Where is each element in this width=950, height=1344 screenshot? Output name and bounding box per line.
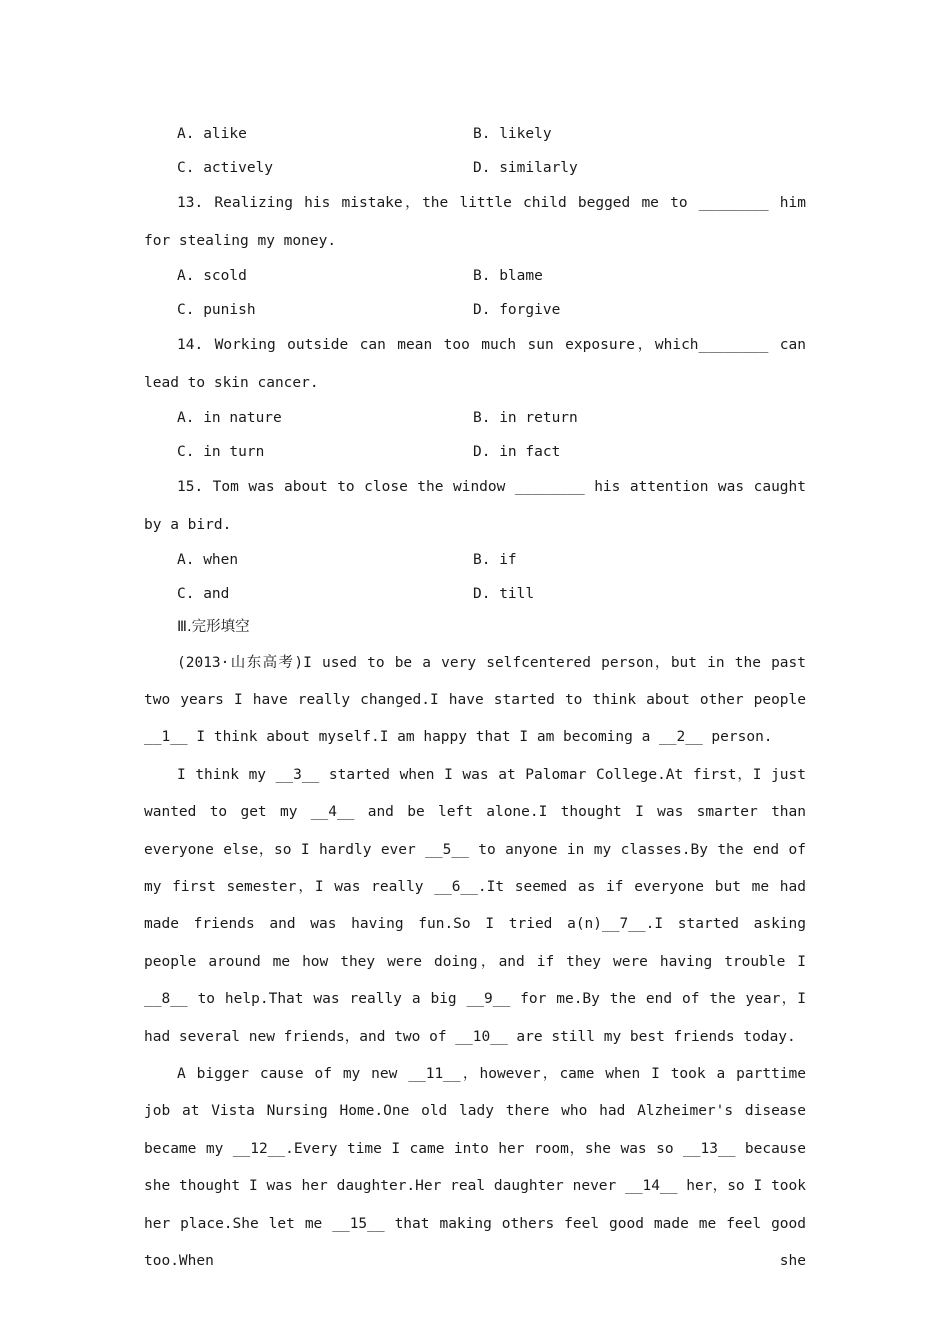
q12-option-c: C. actively [177,159,274,176]
q15-option-d: D. till [473,585,535,602]
q14-stem: 14. Working outside can mean too much sun exposure，which________ can lead to skin cancer. [144,337,806,391]
q13-options-row-1 [144,260,806,294]
q15-options-row-1 [144,544,806,578]
q12-options-row-1 [144,118,806,152]
q13-options-row-2 [144,294,806,328]
q12-option-a: A. alike [177,126,247,142]
q15-option-b: B. if [473,552,517,568]
q12-option-b: B. likely [473,126,552,142]
q13-stem: 13. Realizing his mistake，the little child begged me to ________ him for stealing my money. [144,195,806,249]
passage-paragraph-2: I think my __3__ started when I was at Palomar College.At first，I just wanted to get my __4__ and be left alone.I thought I was smarter than everyone else，so I hardly ever __5__ to anyone in my classes.By the end of my first semester，I was really __6__.It seemed as if everyone but me had made friends and was having fun.So I tried a(n)__7__.I started asking people around me how they were doing，and if they were having trouble I __8__ to help.That was really a big __9__ for me.By the end of the year，I had several new friends，and two of __10__ are still my best friends today. [144,766,806,1045]
q14-options-row-2 [144,436,806,470]
q13-option-a: A. scold [177,268,247,284]
passage-paragraph-3: A bigger cause of my new __11__，however，came when I took a parttime job at Vista Nursing Home.One old lady there who had Alzheimer's disease became my __12__.Every time I came into her room，she was so __13__ because she thought I was her daughter.Her real daughter never __14__ her，so I took her place.She let me __15__ that making others feel good made me feel good too.When she [144,1065,806,1269]
q14-options-row-1 [144,402,806,436]
q13-option-c: C. punish [177,301,256,318]
q14-option-a: A. in nature [177,410,282,426]
section-title: Ⅲ.完形填空 [177,619,250,635]
q15-option-a: A. when [177,552,239,568]
q13-option-b: B. blame [473,268,543,284]
q14-option-b: B. in return [473,410,578,426]
q15-option-c: C. and [177,585,230,602]
q14-option-d: D. in fact [473,443,561,460]
page-content [144,118,806,1280]
q14-option-c: C. in turn [177,443,265,460]
q12-options-row-2 [144,152,806,186]
q15-stem: 15. Tom was about to close the window ________ his attention was caught by a bird. [144,479,806,533]
q12-option-d: D. similarly [473,159,578,176]
q15-options-row-2 [144,578,806,612]
passage-paragraph-1: (2013·山东高考)I used to be a very selfcentered person，but in the past two years I have really changed.I have started to think about other people __1__ I think about myself.I am happy that I am becoming a __2__ person. [144,654,806,746]
q13-option-d: D. forgive [473,301,561,318]
